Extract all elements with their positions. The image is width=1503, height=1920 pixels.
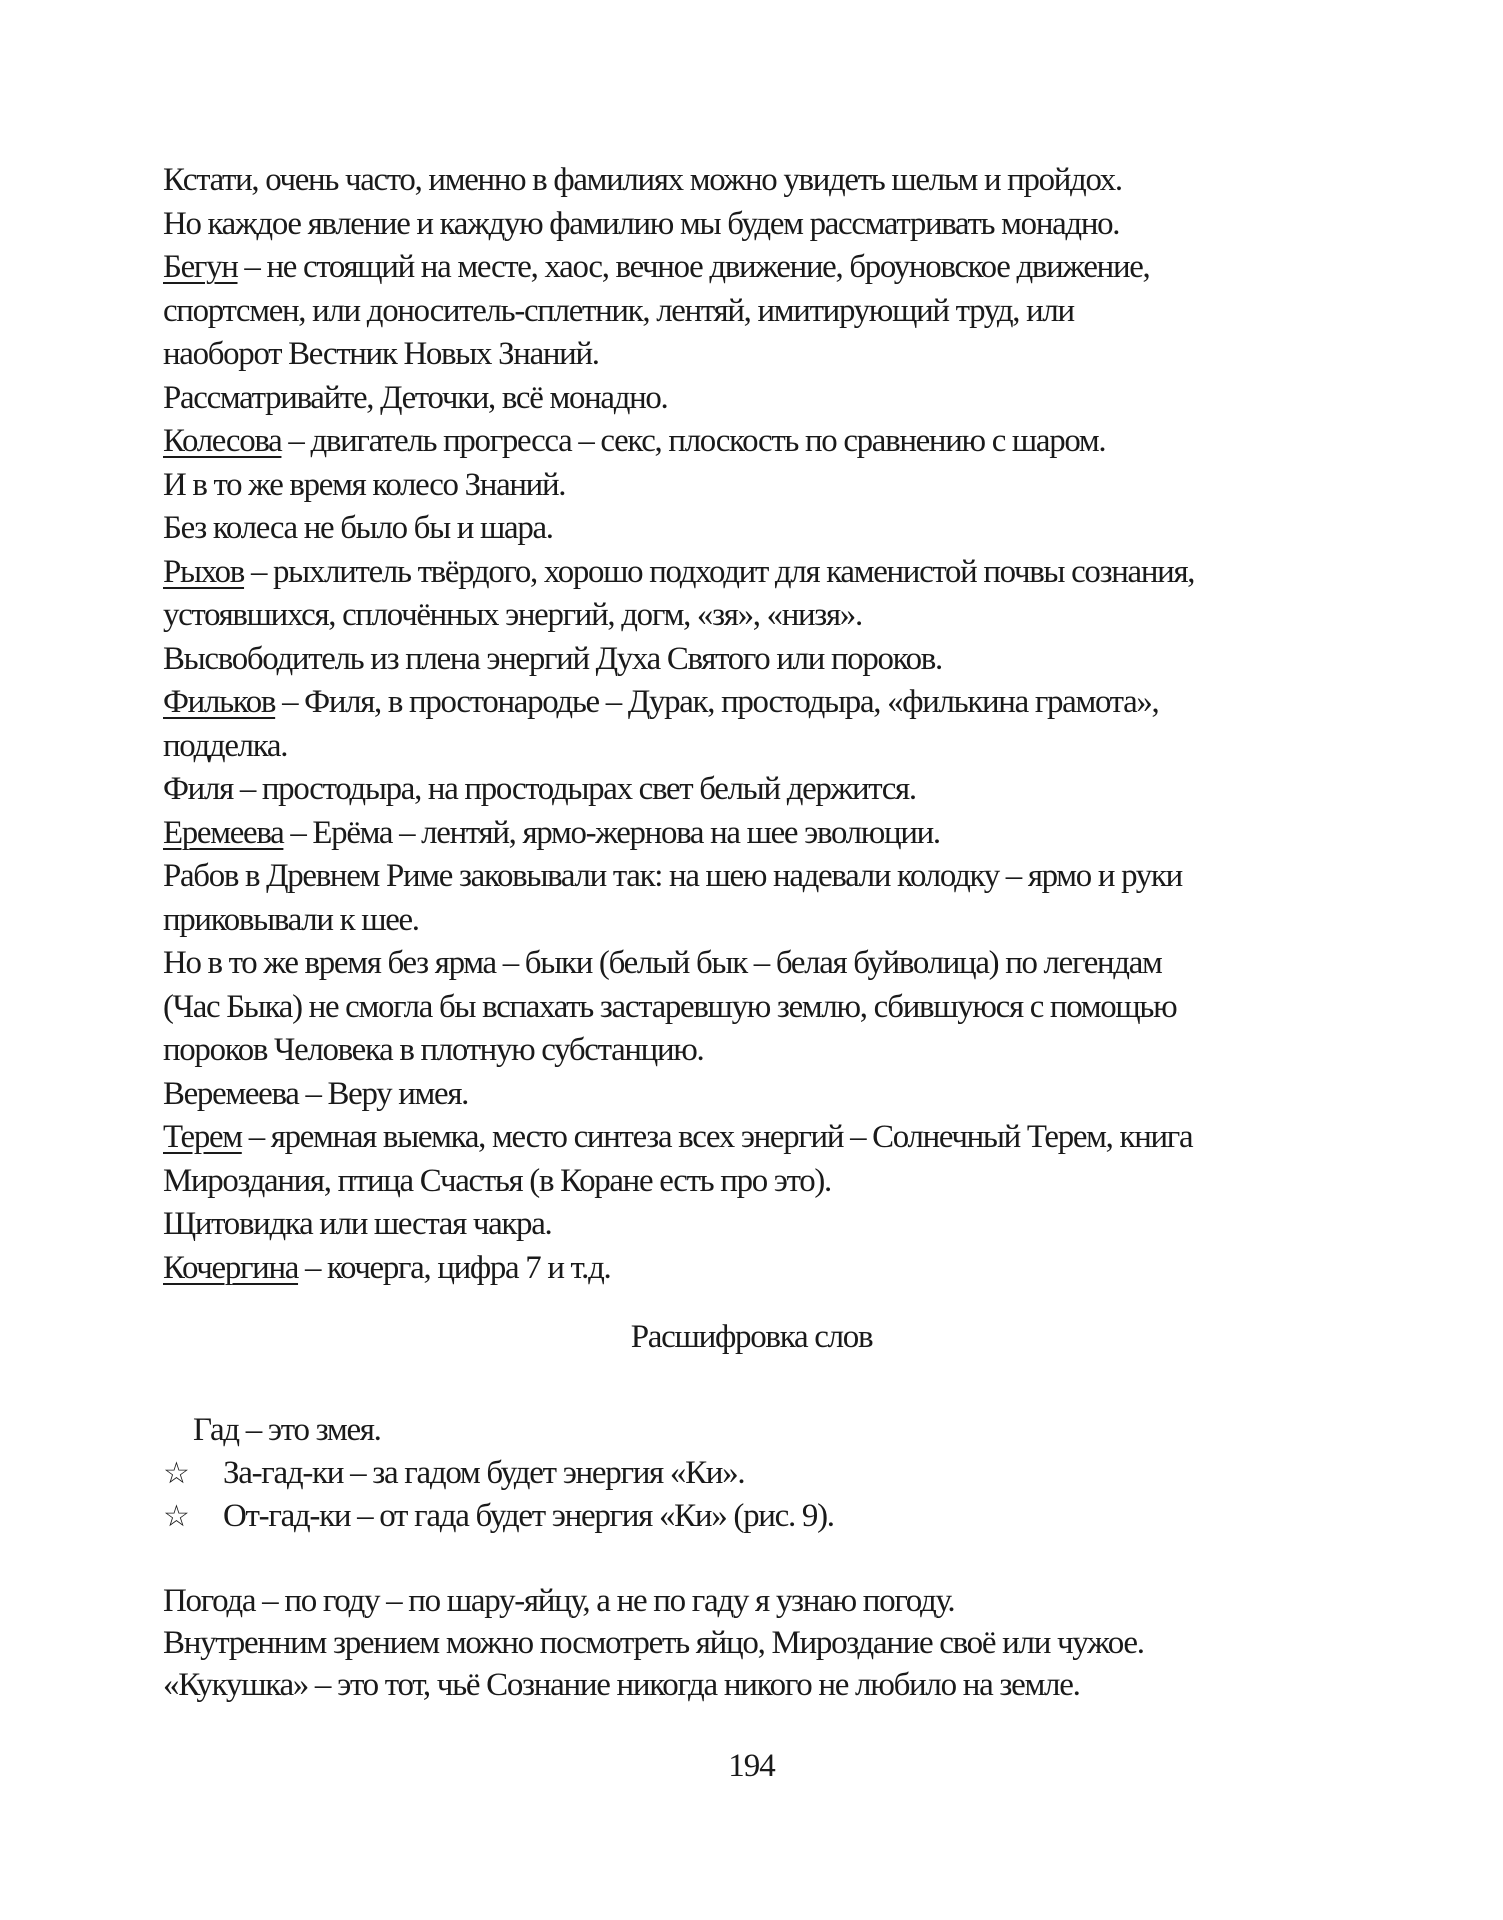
underlined-term: Колесова bbox=[163, 423, 282, 459]
riddle-text: За-гад-ки – за гадом будет энергия «Ки». bbox=[223, 1455, 745, 1491]
underlined-term: Фильков bbox=[163, 684, 276, 720]
text-line bbox=[163, 159, 1438, 203]
line-text: Щитовидка или шестая чакра. bbox=[163, 1206, 552, 1242]
term-definition-line bbox=[163, 551, 1438, 595]
text-line: «Кукушка» – это тот, чьё Сознание никогда никого не любило на земле. bbox=[163, 1667, 1080, 1703]
line-text: (Час Быка) не смогла бы вспахать застаревшую землю, сбившуюся с помощью bbox=[163, 988, 1177, 1025]
riddle-item bbox=[163, 1495, 834, 1538]
main-text bbox=[163, 159, 1443, 1290]
star-outline-icon: ☆ bbox=[163, 1456, 190, 1491]
text-line bbox=[163, 203, 1438, 247]
line-text: – яремная выемка, место синтеза всех энергий – Солнечный Терем, книга bbox=[241, 1119, 1193, 1155]
line-text: приковывали к шее. bbox=[163, 901, 419, 938]
riddle-intro: Гад – это змея. bbox=[193, 1412, 381, 1448]
text-line bbox=[163, 377, 1438, 421]
underlined-term: Кочергина bbox=[163, 1249, 299, 1286]
text-line bbox=[163, 333, 1438, 377]
line-text: Рабов в Древнем Риме заковывали так: на шею надевали колодку – ярмо и руки bbox=[163, 858, 1182, 894]
line-text: Высвободитель из плена энергий Духа Святого или пороков. bbox=[163, 640, 942, 677]
page-number: 194 bbox=[728, 1748, 775, 1784]
line-text: – кочерга, цифра 7 и т.д. bbox=[298, 1249, 611, 1286]
line-text: Веремеева – Веру имея. bbox=[163, 1075, 469, 1112]
underlined-term: Терем bbox=[163, 1119, 242, 1155]
underlined-term: Рыхов bbox=[163, 553, 245, 590]
riddle-text: От-гад-ки – от гада будет энергия «Ки» (рис. 9). bbox=[223, 1498, 834, 1534]
line-text: Без колеса не было бы и шара. bbox=[163, 510, 553, 546]
riddles-block bbox=[163, 1409, 834, 1538]
line-text: Кстати, очень часто, именно в фамилиях можно увидеть шельм и пройдох. bbox=[163, 162, 1122, 198]
text-line bbox=[163, 986, 1438, 1030]
line-text: И в то же время колесо Знаний. bbox=[163, 466, 566, 503]
line-text: – рыхлитель твёрдого, хорошо подходит для каменистой почвы сознания, bbox=[244, 553, 1195, 590]
line-text: наоборот Вестник Новых Знаний. bbox=[163, 336, 599, 372]
term-definition-line bbox=[163, 1116, 1438, 1160]
line-text: Но в то же время без ярма – быки (белый бык – белая буйволица) по легендам bbox=[163, 945, 1162, 981]
line-text: – Ерёма – лентяй, ярмо-жернова на шее эволюции. bbox=[283, 814, 940, 851]
text-line bbox=[163, 899, 1438, 943]
line-text: – Филя, в простонародье – Дурак, простодыра, «филькина грамота», bbox=[275, 684, 1159, 720]
text-line bbox=[163, 1029, 1438, 1073]
line-text: Но каждое явление и каждую фамилию мы будем рассматривать монадно. bbox=[163, 205, 1120, 242]
text-line bbox=[163, 942, 1438, 986]
text-line: Внутренним зрением можно посмотреть яйцо, Мироздание своё или чужое. bbox=[163, 1625, 1144, 1661]
line-text: Рассматривайте, Деточки, всё монадно. bbox=[163, 379, 668, 416]
star-outline-icon: ☆ bbox=[163, 1499, 190, 1534]
text-line bbox=[163, 1073, 1438, 1117]
line-text: Филя – простодыра, на простодырах свет белый держится. bbox=[163, 771, 916, 807]
section-heading: Расшифровка слов bbox=[630, 1319, 873, 1355]
line-text: пороков Человека в плотную субстанцию. bbox=[163, 1032, 704, 1068]
text-line bbox=[163, 507, 1438, 551]
text-line: Погода – по году – по шару-яйцу, а не по гаду я узнаю погоду. bbox=[163, 1583, 955, 1619]
term-definition-line bbox=[163, 246, 1438, 290]
underlined-term: Бегун bbox=[163, 249, 238, 285]
line-text: устоявшихся, сплочённых энергий, догм, «зя», «низя». bbox=[163, 597, 862, 633]
term-definition-line bbox=[163, 1247, 1438, 1291]
line-text: – двигатель прогресса – секс, плоскость по сравнению с шаром. bbox=[281, 423, 1106, 459]
text-line bbox=[163, 1160, 1438, 1204]
underlined-term: Еремеева bbox=[163, 814, 284, 851]
riddle-item bbox=[163, 1452, 834, 1495]
text-line bbox=[163, 594, 1438, 638]
term-definition-line bbox=[163, 812, 1438, 856]
text-line bbox=[163, 855, 1438, 899]
text-line bbox=[163, 464, 1438, 508]
closing-text bbox=[163, 1580, 1144, 1706]
text-line bbox=[163, 725, 1438, 769]
text-line bbox=[163, 638, 1438, 682]
line-text: подделка. bbox=[163, 727, 288, 764]
term-definition-line bbox=[163, 681, 1438, 725]
text-line bbox=[163, 768, 1438, 812]
line-text: Мироздания, птица Счастья (в Коране есть про это). bbox=[163, 1162, 831, 1199]
term-definition-line bbox=[163, 420, 1438, 464]
text-line bbox=[163, 1203, 1438, 1247]
line-text: – не стоящий на месте, хаос, вечное движение, броуновское движение, bbox=[237, 249, 1150, 285]
text-line bbox=[163, 290, 1438, 334]
line-text: спортсмен, или доноситель-сплетник, лентяй, имитирующий труд, или bbox=[163, 292, 1074, 329]
